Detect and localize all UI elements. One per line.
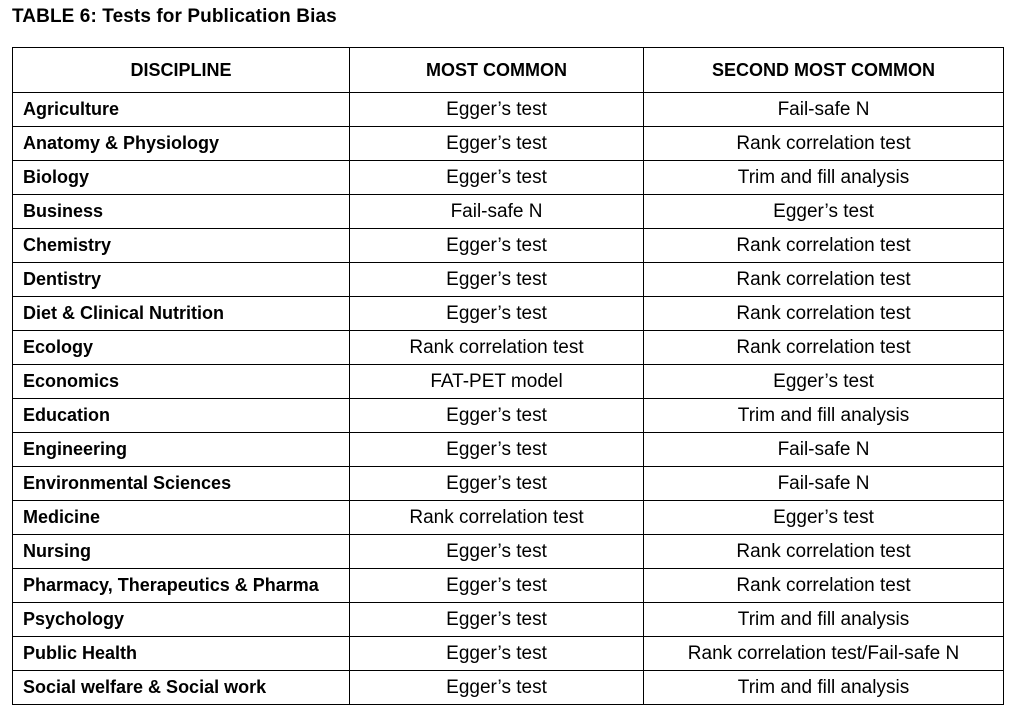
second-most-common-cell: Rank correlation test xyxy=(644,569,1004,603)
most-common-cell: Egger’s test xyxy=(350,467,644,501)
discipline-cell: Nursing xyxy=(13,535,350,569)
table-row xyxy=(13,93,1004,127)
second-most-common-cell: Trim and fill analysis xyxy=(644,161,1004,195)
table-row xyxy=(13,331,1004,365)
table-header xyxy=(13,48,1004,93)
most-common-cell: Egger’s test xyxy=(350,399,644,433)
discipline-cell: Agriculture xyxy=(13,93,350,127)
second-most-common-cell: Egger’s test xyxy=(644,501,1004,535)
second-most-common-cell: Trim and fill analysis xyxy=(644,399,1004,433)
most-common-cell: Egger’s test xyxy=(350,229,644,263)
discipline-cell: Anatomy & Physiology xyxy=(13,127,350,161)
table-row xyxy=(13,297,1004,331)
publication-bias-table xyxy=(12,47,1004,705)
discipline-cell: Chemistry xyxy=(13,229,350,263)
header-row xyxy=(13,48,1004,93)
most-common-cell: Egger’s test xyxy=(350,535,644,569)
second-most-common-cell: Rank correlation test xyxy=(644,127,1004,161)
second-most-common-cell: Fail-safe N xyxy=(644,433,1004,467)
table-row xyxy=(13,399,1004,433)
most-common-cell: Egger’s test xyxy=(350,603,644,637)
table-row xyxy=(13,229,1004,263)
second-most-common-cell: Rank correlation test xyxy=(644,535,1004,569)
most-common-cell: Egger’s test xyxy=(350,263,644,297)
most-common-cell: Rank correlation test xyxy=(350,501,644,535)
most-common-cell: Egger’s test xyxy=(350,297,644,331)
discipline-cell: Public Health xyxy=(13,637,350,671)
most-common-cell: Egger’s test xyxy=(350,93,644,127)
second-most-common-cell: Trim and fill analysis xyxy=(644,603,1004,637)
second-most-common-cell: Rank correlation test/Fail-safe N xyxy=(644,637,1004,671)
second-most-common-cell: Egger’s test xyxy=(644,365,1004,399)
discipline-cell: Engineering xyxy=(13,433,350,467)
table-row xyxy=(13,671,1004,705)
second-most-common-cell: Rank correlation test xyxy=(644,331,1004,365)
header-most-common: MOST COMMON xyxy=(350,48,644,93)
second-most-common-cell: Fail-safe N xyxy=(644,467,1004,501)
discipline-cell: Social welfare & Social work xyxy=(13,671,350,705)
second-most-common-cell: Fail-safe N xyxy=(644,93,1004,127)
table-row xyxy=(13,195,1004,229)
most-common-cell: Rank correlation test xyxy=(350,331,644,365)
discipline-cell: Psychology xyxy=(13,603,350,637)
table-row xyxy=(13,535,1004,569)
second-most-common-cell: Egger’s test xyxy=(644,195,1004,229)
most-common-cell: Egger’s test xyxy=(350,637,644,671)
discipline-cell: Business xyxy=(13,195,350,229)
discipline-cell: Dentistry xyxy=(13,263,350,297)
discipline-cell: Pharmacy, Therapeutics & Pharma xyxy=(13,569,350,603)
table-row xyxy=(13,433,1004,467)
table-row xyxy=(13,637,1004,671)
discipline-cell: Medicine xyxy=(13,501,350,535)
table-row xyxy=(13,365,1004,399)
table-row xyxy=(13,603,1004,637)
most-common-cell: Egger’s test xyxy=(350,127,644,161)
header-discipline: DISCIPLINE xyxy=(13,48,350,93)
most-common-cell: Fail-safe N xyxy=(350,195,644,229)
table-row xyxy=(13,263,1004,297)
second-most-common-cell: Rank correlation test xyxy=(644,297,1004,331)
table-caption: TABLE 6: Tests for Publication Bias xyxy=(12,6,337,27)
table-row xyxy=(13,467,1004,501)
table-row xyxy=(13,501,1004,535)
most-common-cell: Egger’s test xyxy=(350,161,644,195)
discipline-cell: Biology xyxy=(13,161,350,195)
most-common-cell: Egger’s test xyxy=(350,433,644,467)
second-most-common-cell: Trim and fill analysis xyxy=(644,671,1004,705)
discipline-cell: Diet & Clinical Nutrition xyxy=(13,297,350,331)
table-row xyxy=(13,161,1004,195)
most-common-cell: FAT-PET model xyxy=(350,365,644,399)
second-most-common-cell: Rank correlation test xyxy=(644,229,1004,263)
second-most-common-cell: Rank correlation test xyxy=(644,263,1004,297)
table-row xyxy=(13,127,1004,161)
most-common-cell: Egger’s test xyxy=(350,569,644,603)
discipline-cell: Education xyxy=(13,399,350,433)
table-body xyxy=(13,93,1004,705)
discipline-cell: Ecology xyxy=(13,331,350,365)
most-common-cell: Egger’s test xyxy=(350,671,644,705)
discipline-cell: Economics xyxy=(13,365,350,399)
table-row xyxy=(13,569,1004,603)
header-second-most-common: SECOND MOST COMMON xyxy=(644,48,1004,93)
discipline-cell: Environmental Sciences xyxy=(13,467,350,501)
